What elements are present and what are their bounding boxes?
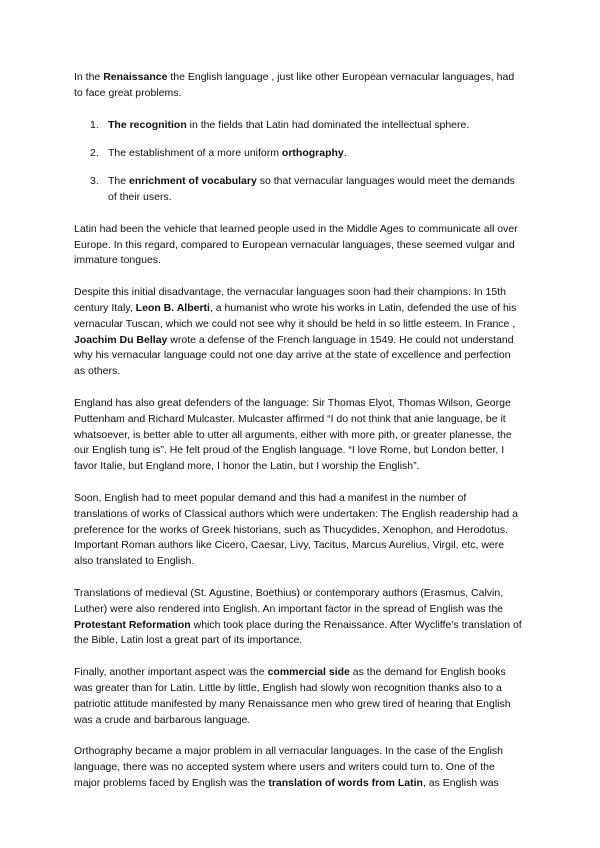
list-number: 2. <box>90 146 99 159</box>
text-run: Orthography became a major problem in all vernacular languages. In the case of the English language, there was no accepted system where users and writers could turn to. One of the major problems faced by English was the <box>74 745 503 789</box>
problems-list <box>74 118 522 206</box>
soon-paragraph: Soon, English had to meet popular demand and this had a manifest in the number of translations of works of Classical authors which were undertaken: The English readership had a preference for the works of Greek historians, such as Thucydides, Xenophon, and Herodotus. Important Roman authors like Cicero, Caesar, Livy, Tacitus, Marcus Aurelius, Virgil, etc, were also translated to English. <box>74 491 518 568</box>
text-run: wrote a defense of the French language in 1549. He could not understand why his vernacular language could not one day arrive at the state of excellence and perfection as others. <box>74 333 514 378</box>
bold-term: commercial side <box>267 666 350 679</box>
translations-paragraph <box>74 586 522 649</box>
list-number: 3. <box>90 175 99 188</box>
list-number: 1. <box>90 118 99 131</box>
bold-term: orthography <box>281 146 344 159</box>
text-run: The establishment of a more uniform <box>108 146 282 159</box>
england-paragraph: England has also great defenders of the language: Sir Thomas Elyot, Thomas Wilson, George Puttenham and Richard Mulcaster. Mulcaster affirmed “I do not think that anie language, be it whatsoever, is better able to utter all arguments, either with more pith, or greater planesse, the our English tung is”. He felt proud of the English language. “I love Rome, but London better, I favor Italie, but England more, I honor the Latin, but I worship the English”. <box>74 396 512 473</box>
text-run: as the demand for English books was greater than for Latin. Little by little, English had slowly won recognition thanks also to a patriotic attitude manifested by many Renaissance men who grew tired of hearing that English was a crude and barbarous language. <box>74 666 511 726</box>
list-item <box>74 118 522 134</box>
text-run: The <box>108 175 130 188</box>
text-run: the English language , just like other European vernacular languages, had to face great problems. <box>74 71 515 99</box>
bold-term: Protestant Reformation <box>74 618 191 631</box>
bold-term: The recognition <box>108 118 187 131</box>
document-body <box>74 70 522 808</box>
text-run: in the fields that Latin had dominated the intellectual sphere. <box>186 118 470 131</box>
list-item <box>74 146 522 162</box>
despite-paragraph <box>74 285 522 380</box>
latin-paragraph: Latin had been the vehicle that learned people used in the Middle Ages to communicate all over Europe. In this regard, compared to European vernacular languages, these seemed vulgar and immature tongues. <box>74 222 518 267</box>
intro-paragraph <box>74 70 522 102</box>
text-run: , as English was <box>422 776 499 789</box>
text-run: , a humanist who wrote his works in Latin, defended the use of his vernacular Tuscan, which we could not see why it should be held in so little esteem. In France , <box>74 301 517 330</box>
bold-term: translation of words from Latin <box>268 776 423 789</box>
bold-term: Joachim Du Bellay <box>74 333 168 346</box>
text-run: In the <box>74 71 104 83</box>
text-run: . <box>343 146 347 159</box>
text-run: Finally, another important aspect was the <box>74 666 268 679</box>
orthography-paragraph <box>74 744 522 791</box>
text-run: so that vernacular languages would meet the demands of their users. <box>108 175 515 203</box>
finally-paragraph <box>74 665 522 728</box>
bold-term: Renaissance <box>103 71 168 83</box>
text-run: Translations of medieval (St. Agustine, Boethius) or contemporary authors (Erasmus, Calvin, Luther) were also rendered into English. An important factor in the spread of English was the <box>74 586 504 615</box>
bold-term: enrichment of vocabulary <box>129 175 257 188</box>
list-item <box>74 174 522 206</box>
text-run: which took place during the Renaissance. After Wycliffe’s translation of the Bible, Latin lost a great part of its importance. <box>74 618 522 647</box>
bold-term: Leon B. Alberti <box>135 301 210 314</box>
text-run: Despite this initial disadvantage, the vernacular languages soon had their champions. In 15th century Italy, <box>74 286 506 314</box>
